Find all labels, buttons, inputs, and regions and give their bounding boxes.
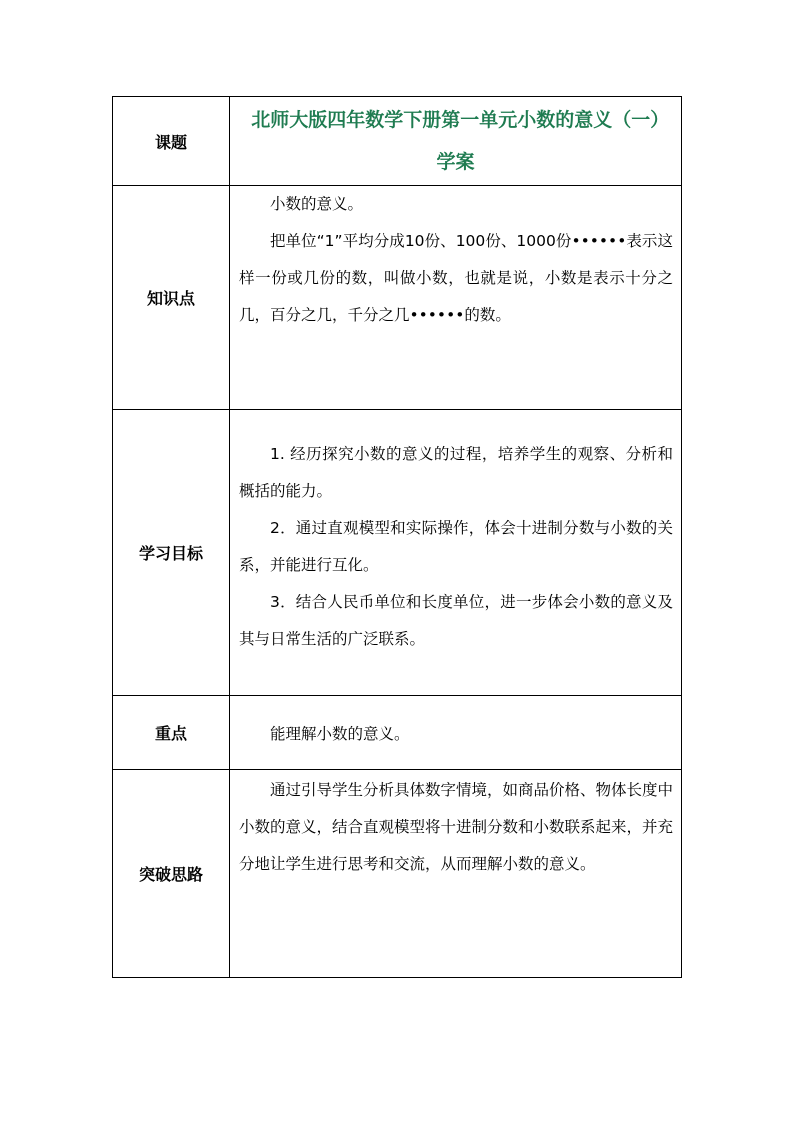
row-knowledge-points xyxy=(113,186,682,410)
path-content xyxy=(230,770,682,978)
knowledge-paragraph: 小数的意义。 xyxy=(270,195,364,213)
path-label: 突破思路 xyxy=(113,770,230,978)
row-key-point xyxy=(113,696,682,770)
goals-content xyxy=(230,410,682,696)
row-topic xyxy=(113,97,682,186)
lesson-title: 北师大版四年数学下册第一单元小数的意义（一）学案 xyxy=(230,97,682,186)
lesson-plan-table xyxy=(112,96,682,978)
row-breakthrough xyxy=(113,770,682,978)
path-paragraph: 通过引导学生分析具体数字情境，如商品价格、物体长度中小数的意义，结合直观模型将十进制分数和小数联系起来，并充分地让学生进行思考和交流，从而理解小数的意义。 xyxy=(239,781,674,873)
row-learning-goals xyxy=(113,410,682,696)
goal-item: 3．结合人民币单位和长度单位，进一步体会小数的意义及其与日常生活的广泛联系。 xyxy=(239,593,673,648)
goal-item: 2．通过直观模型和实际操作，体会十进制分数与小数的关系，并能进行互化。 xyxy=(239,519,673,574)
goals-label: 学习目标 xyxy=(113,410,230,696)
goal-item: 1. 经历探究小数的意义的过程，培养学生的观察、分析和概括的能力。 xyxy=(239,445,673,500)
key-paragraph: 能理解小数的意义。 xyxy=(270,725,410,743)
knowledge-paragraph: 把单位“1”平均分成10份、100份、1000份••••••表示这样一份或几份的数，叫做小数，也就是说，小数是表示十分之几，百分之几，千分之几••••••的数。 xyxy=(239,232,673,324)
key-content xyxy=(230,696,682,770)
key-label: 重点 xyxy=(113,696,230,770)
knowledge-content xyxy=(230,186,682,410)
knowledge-label: 知识点 xyxy=(113,186,230,410)
topic-label: 课题 xyxy=(113,97,230,186)
